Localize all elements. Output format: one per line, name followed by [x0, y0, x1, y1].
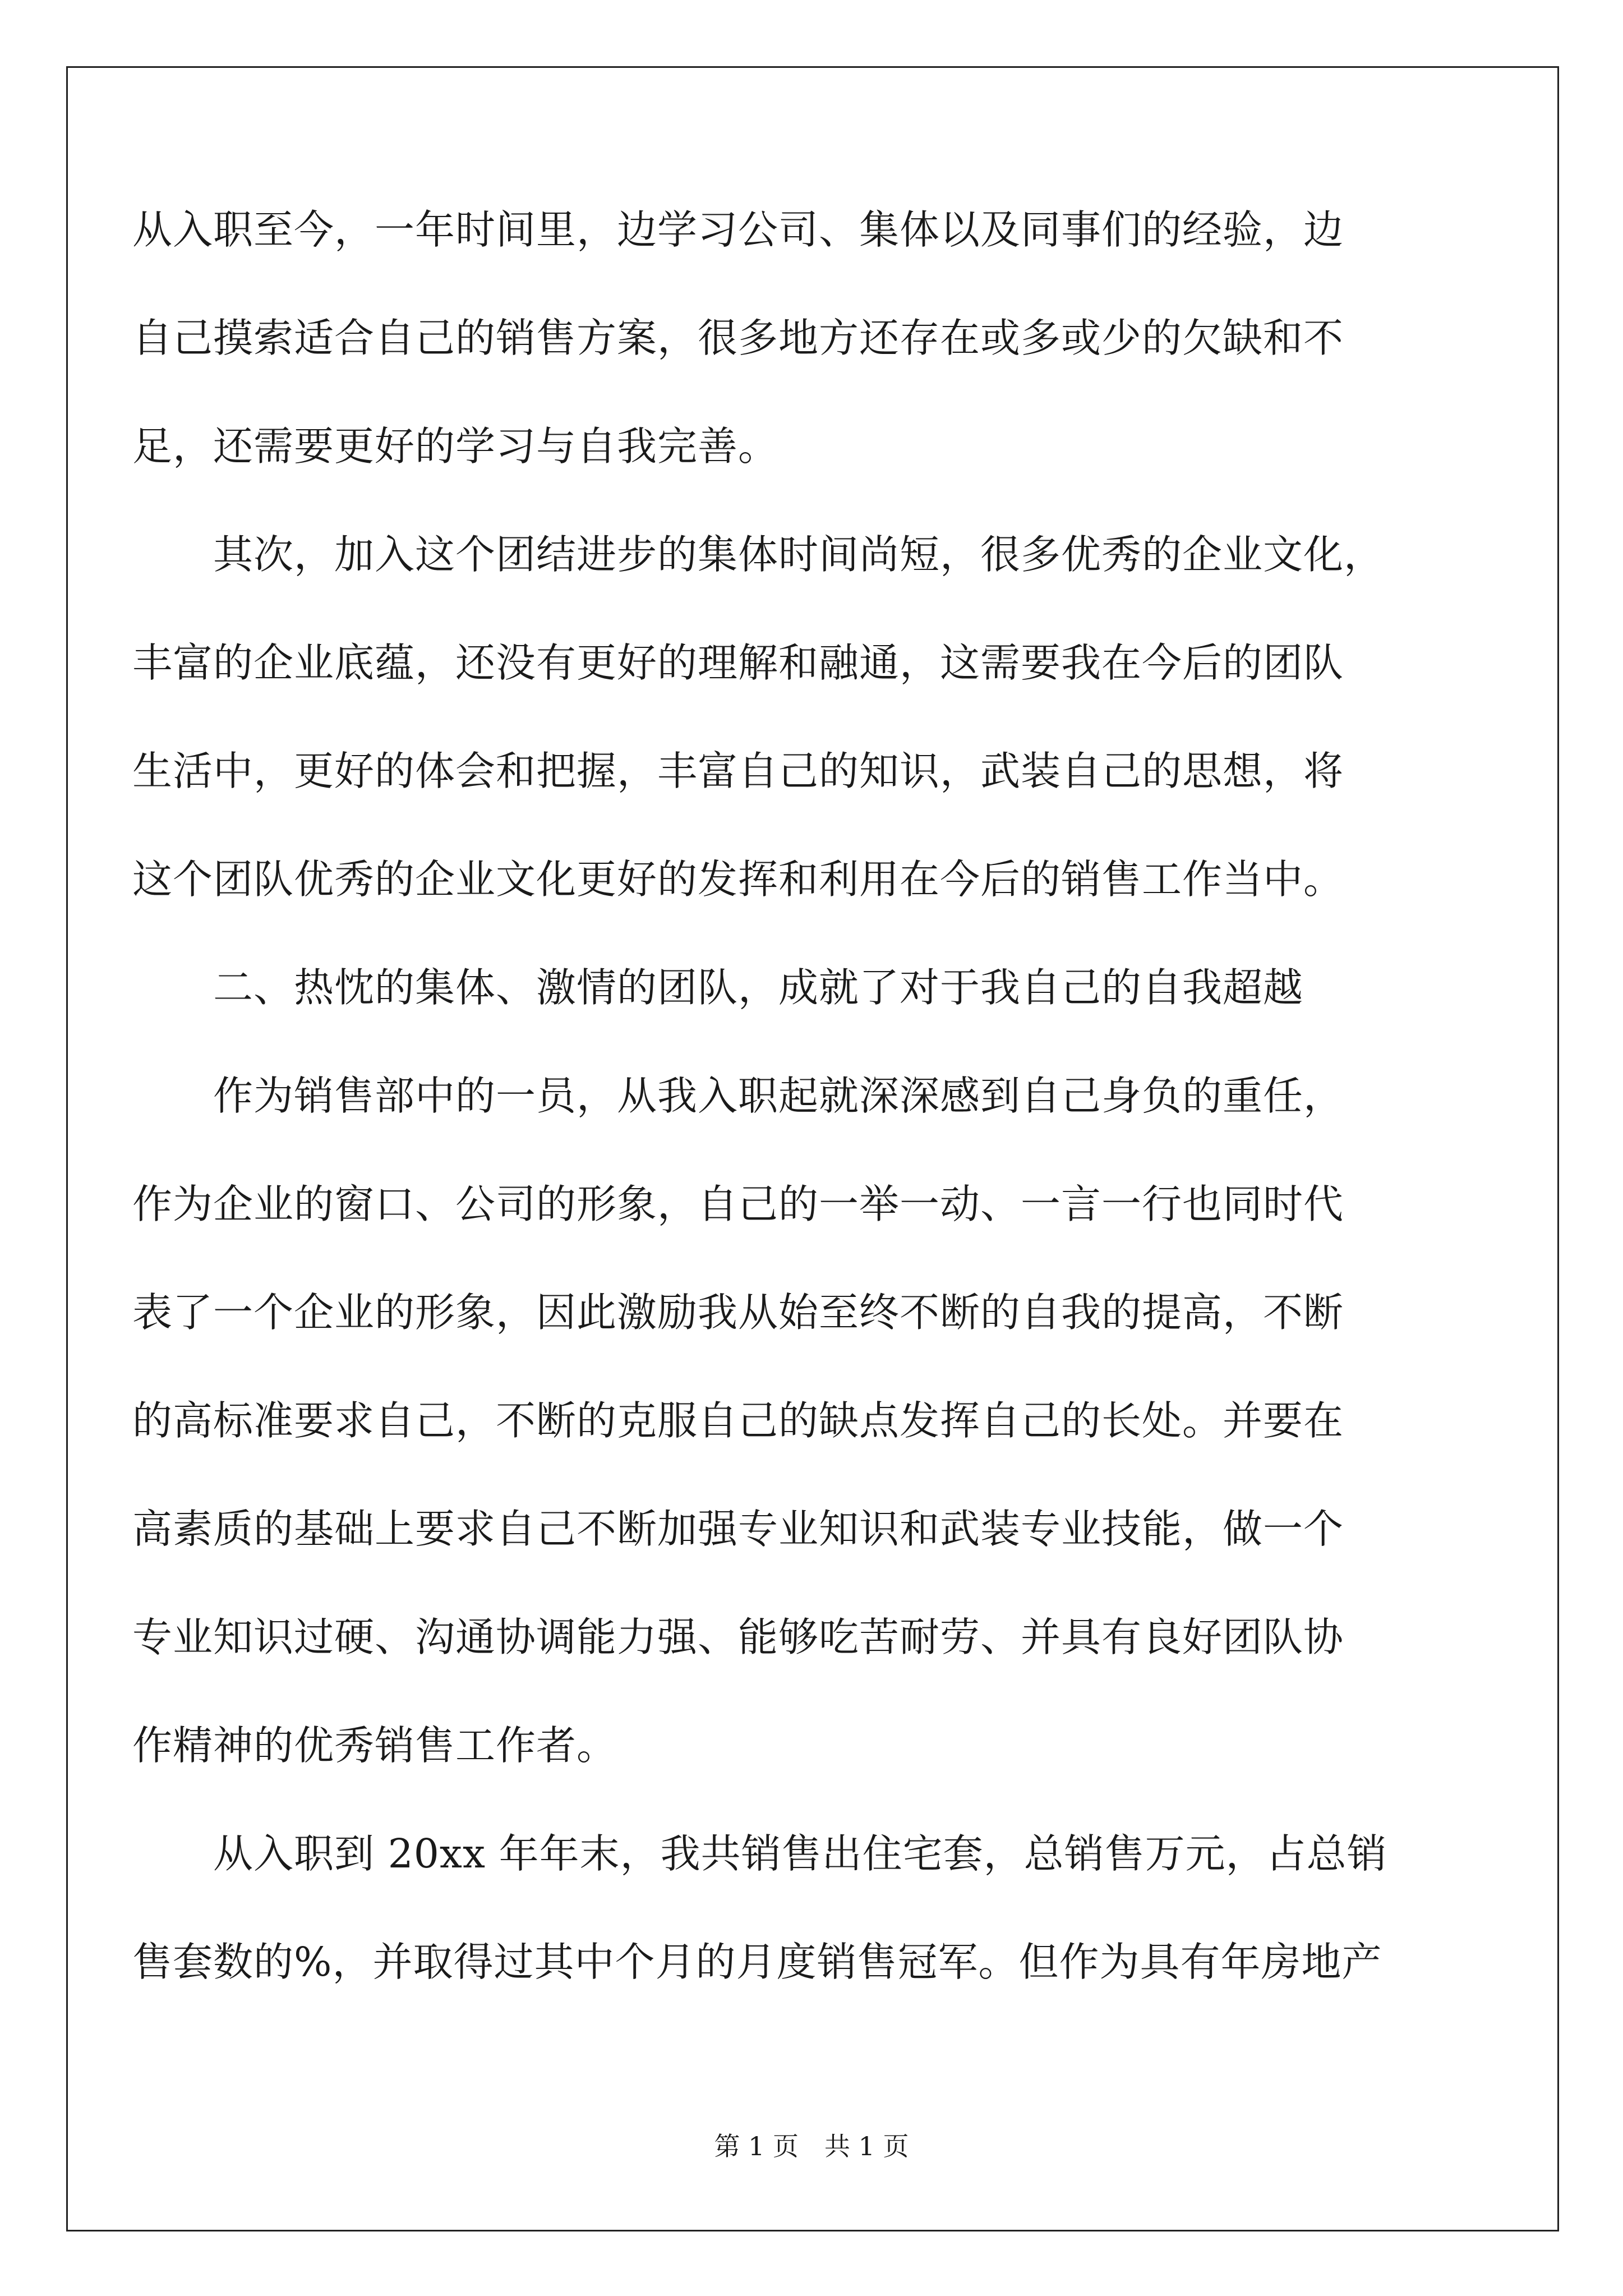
text-line: 作为销售部中的一员，从我入职起就深深感到自己身负的重任，	[132, 1073, 1344, 1119]
text-line: 售套数的%，并取得过其中个月的月度销售冠军。但作为具有年房地产	[132, 1939, 1382, 1985]
text-line: 从入职到 20xx 年年末，我共销售出住宅套，总销售万元，占总销	[132, 1830, 1387, 1877]
text-line: 表了一个企业的形象，因此激励我从始至终不断的自我的提高，不断	[132, 1289, 1344, 1336]
text-line: 这个团队优秀的企业文化更好的发挥和利用在今后的销售工作当中。	[132, 856, 1344, 903]
text-line: 作精神的优秀销售工作者。	[132, 1722, 617, 1769]
text-line: 专业知识过硬、沟通协调能力强、能够吃苦耐劳、并具有良好团队协	[132, 1614, 1344, 1660]
text-line: 生活中，更好的体会和把握，丰富自己的知识，武装自己的思想，将	[132, 748, 1344, 794]
text-line: 丰富的企业底蕴，还没有更好的理解和融通，这需要我在今后的团队	[132, 639, 1344, 686]
text-line: 二、热忱的集体、激情的团队，成就了对于我自己的自我超越	[132, 964, 1304, 1011]
page-border	[66, 66, 1559, 2231]
text-line: 从入职至今，一年时间里，边学习公司、集体以及同事们的经验，边	[132, 206, 1344, 253]
text-line: 高素质的基础上要求自己不断加强专业知识和武装专业技能，做一个	[132, 1506, 1344, 1552]
text-line: 自己摸索适合自己的销售方案，很多地方还存在或多或少的欠缺和不	[132, 315, 1344, 361]
text-line: 其次，加入这个团结进步的集体时间尚短，很多优秀的企业文化，	[132, 531, 1385, 578]
text-line: 作为企业的窗口、公司的形象，自己的一举一动、一言一行也同时代	[132, 1181, 1344, 1227]
text-line: 足，还需要更好的学习与自我完善。	[132, 423, 779, 470]
page-number-footer: 第 1 页 共 1 页	[714, 2131, 909, 2161]
text-line: 的高标准要求自己，不断的克服自己的缺点发挥自己的长处。并要在	[132, 1397, 1344, 1444]
